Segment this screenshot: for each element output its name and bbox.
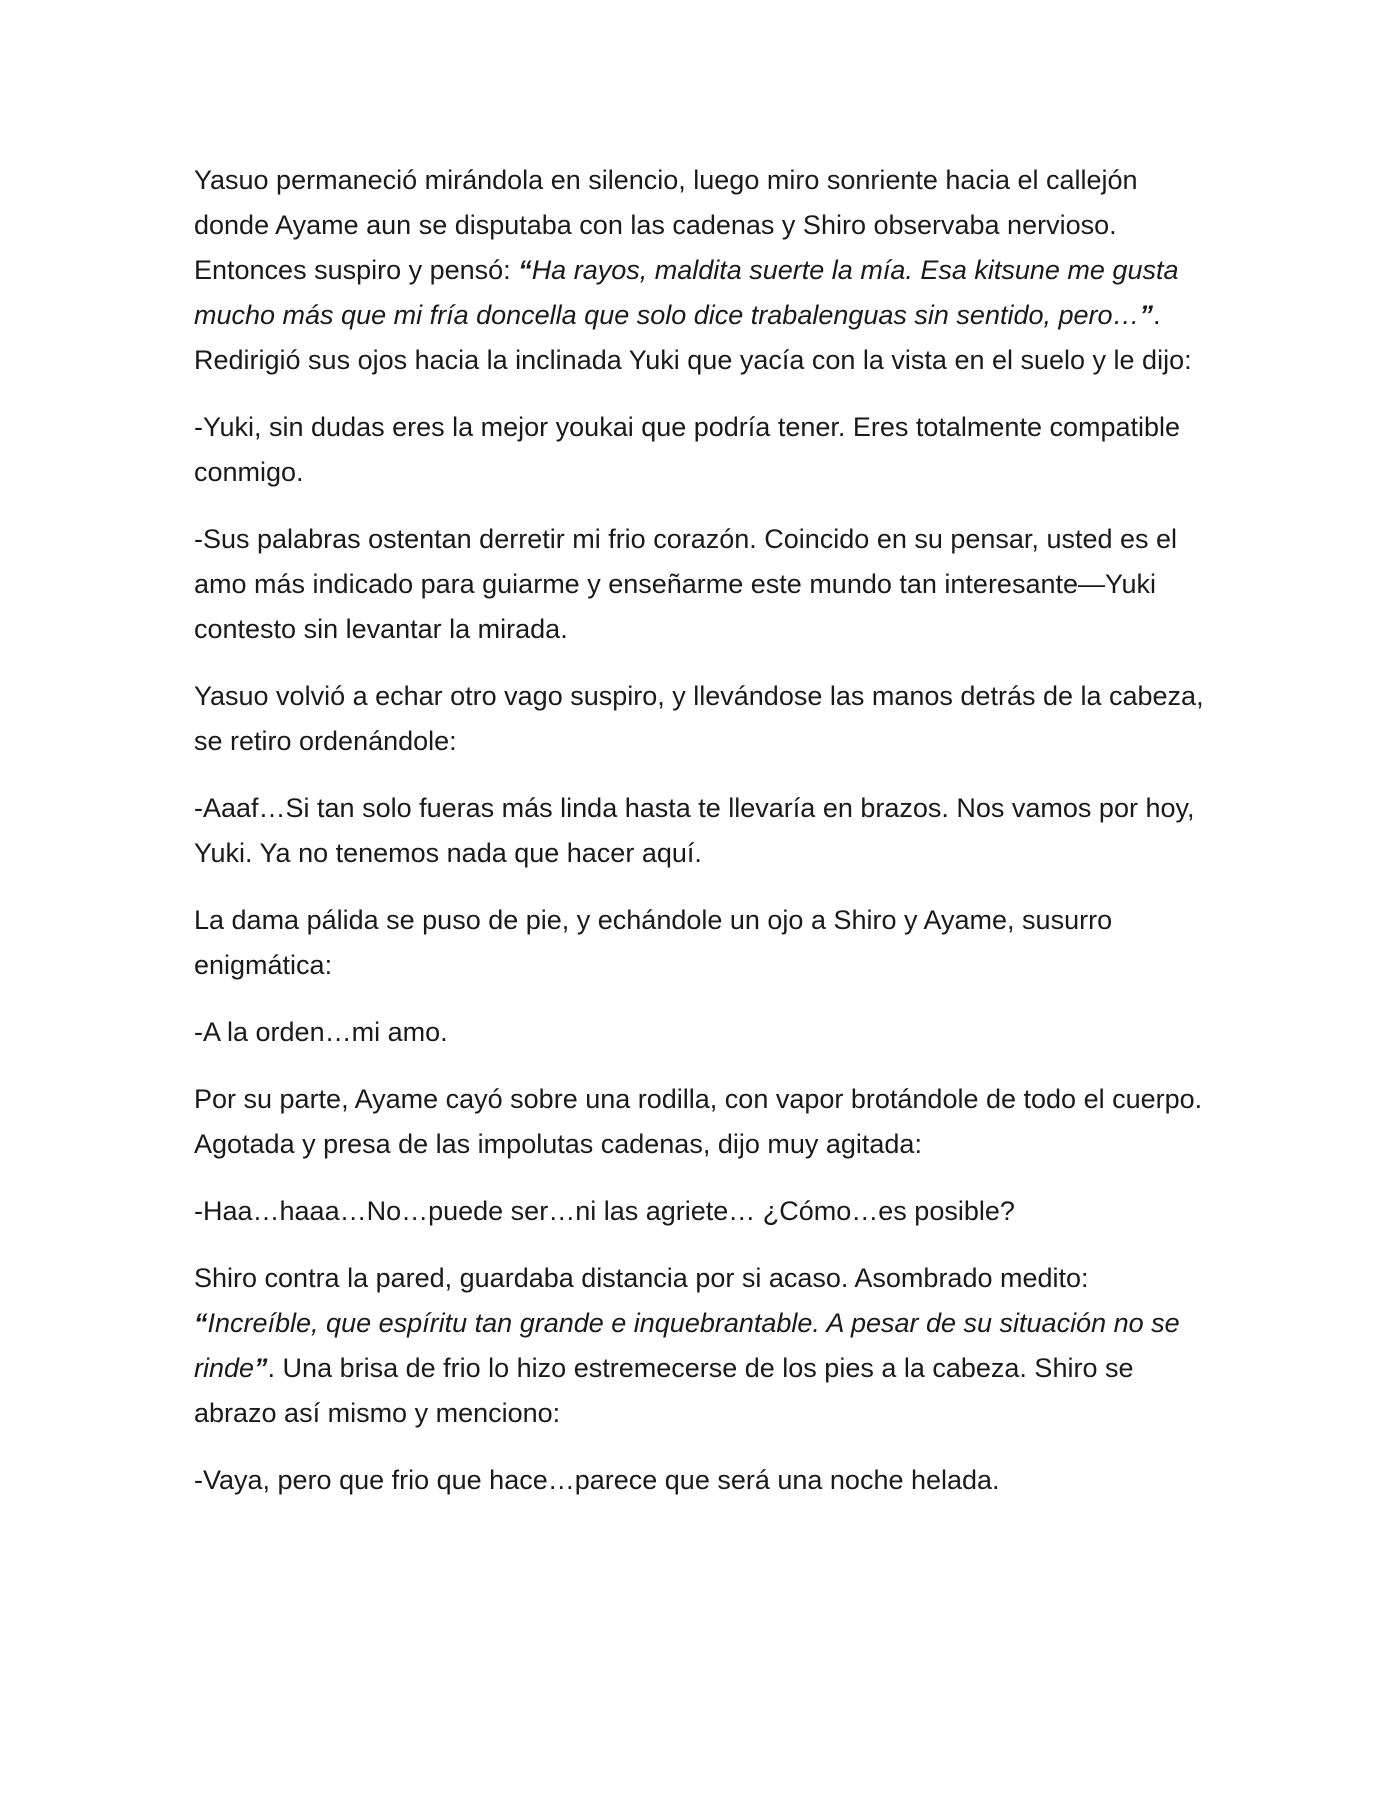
paragraph-1 [194,158,1204,383]
quote-close: ” [254,1353,268,1383]
paragraph-9: -Haa…haaa…No…puede ser…ni las agriete… ¿Cómo…es posible? [194,1196,1015,1226]
paragraph-6: La dama pálida se puso de pie, y echándole un ojo a Shiro y Ayame, susurro enigmática: [194,905,1113,980]
paragraph-8: Por su parte, Ayame cayó sobre una rodilla, con vapor brotándole de todo el cuerpo. Agotada y presa de las impolutas cadenas, dijo muy agitada: [194,1084,1203,1159]
narration-text: Shiro contra la pared, guardaba distancia por si acaso. Asombrado medito: [194,1263,1089,1293]
paragraph-5: -Aaaf…Si tan solo fueras más linda hasta te llevaría en brazos. Nos vamos por hoy, Yuki. Ya no tenemos nada que hacer aquí. [194,793,1195,868]
paragraph-4: Yasuo volvió a echar otro vago suspiro, y llevándose las manos detrás de la cabeza, se retiro ordenándole: [194,681,1204,756]
inner-thought: Increíble, que espíritu tan grande e inquebrantable. A pesar de su situación no se rinde [194,1308,1180,1383]
paragraph-3: -Sus palabras ostentan derretir mi frio corazón. Coincido en su pensar, usted es el amo más indicado para guiarme y enseñarme este mundo tan interesante—Yuki contesto sin levantar la mirada. [194,524,1178,644]
quote-close: ” [1139,300,1154,330]
narration-text: Yasuo permaneció mirándola en silencio, luego miro sonriente hacia el callejón donde Ayame aun se disputaba con las cadenas y Shiro observaba nervioso. Entonces suspiro y pensó: [194,165,1138,285]
paragraph-2: -Yuki, sin dudas eres la mejor youkai que podría tener. Eres totalmente compatible conmigo. [194,412,1181,487]
quote-open: “ [194,1308,208,1338]
narration-text: . Redirigió sus ojos hacia la inclinada Yuki que yacía con la vista en el suelo y le dijo: [194,300,1192,375]
inner-thought: Ha rayos, maldita suerte la mía. Esa kitsune me gusta mucho más que mi fría doncella que solo dice trabalenguas sin sentido, pero… [194,255,1179,330]
paragraph-10 [194,1256,1204,1436]
body-text [194,158,1204,1525]
paragraph-7: -A la orden…mi amo. [194,1017,448,1047]
paragraph-11: -Vaya, pero que frio que hace…parece que será una noche helada. [194,1465,1000,1495]
narration-text: . Una brisa de frio lo hizo estremecerse de los pies a la cabeza. Shiro se abrazo así mismo y menciono: [194,1353,1134,1428]
quote-open: “ [518,255,532,285]
